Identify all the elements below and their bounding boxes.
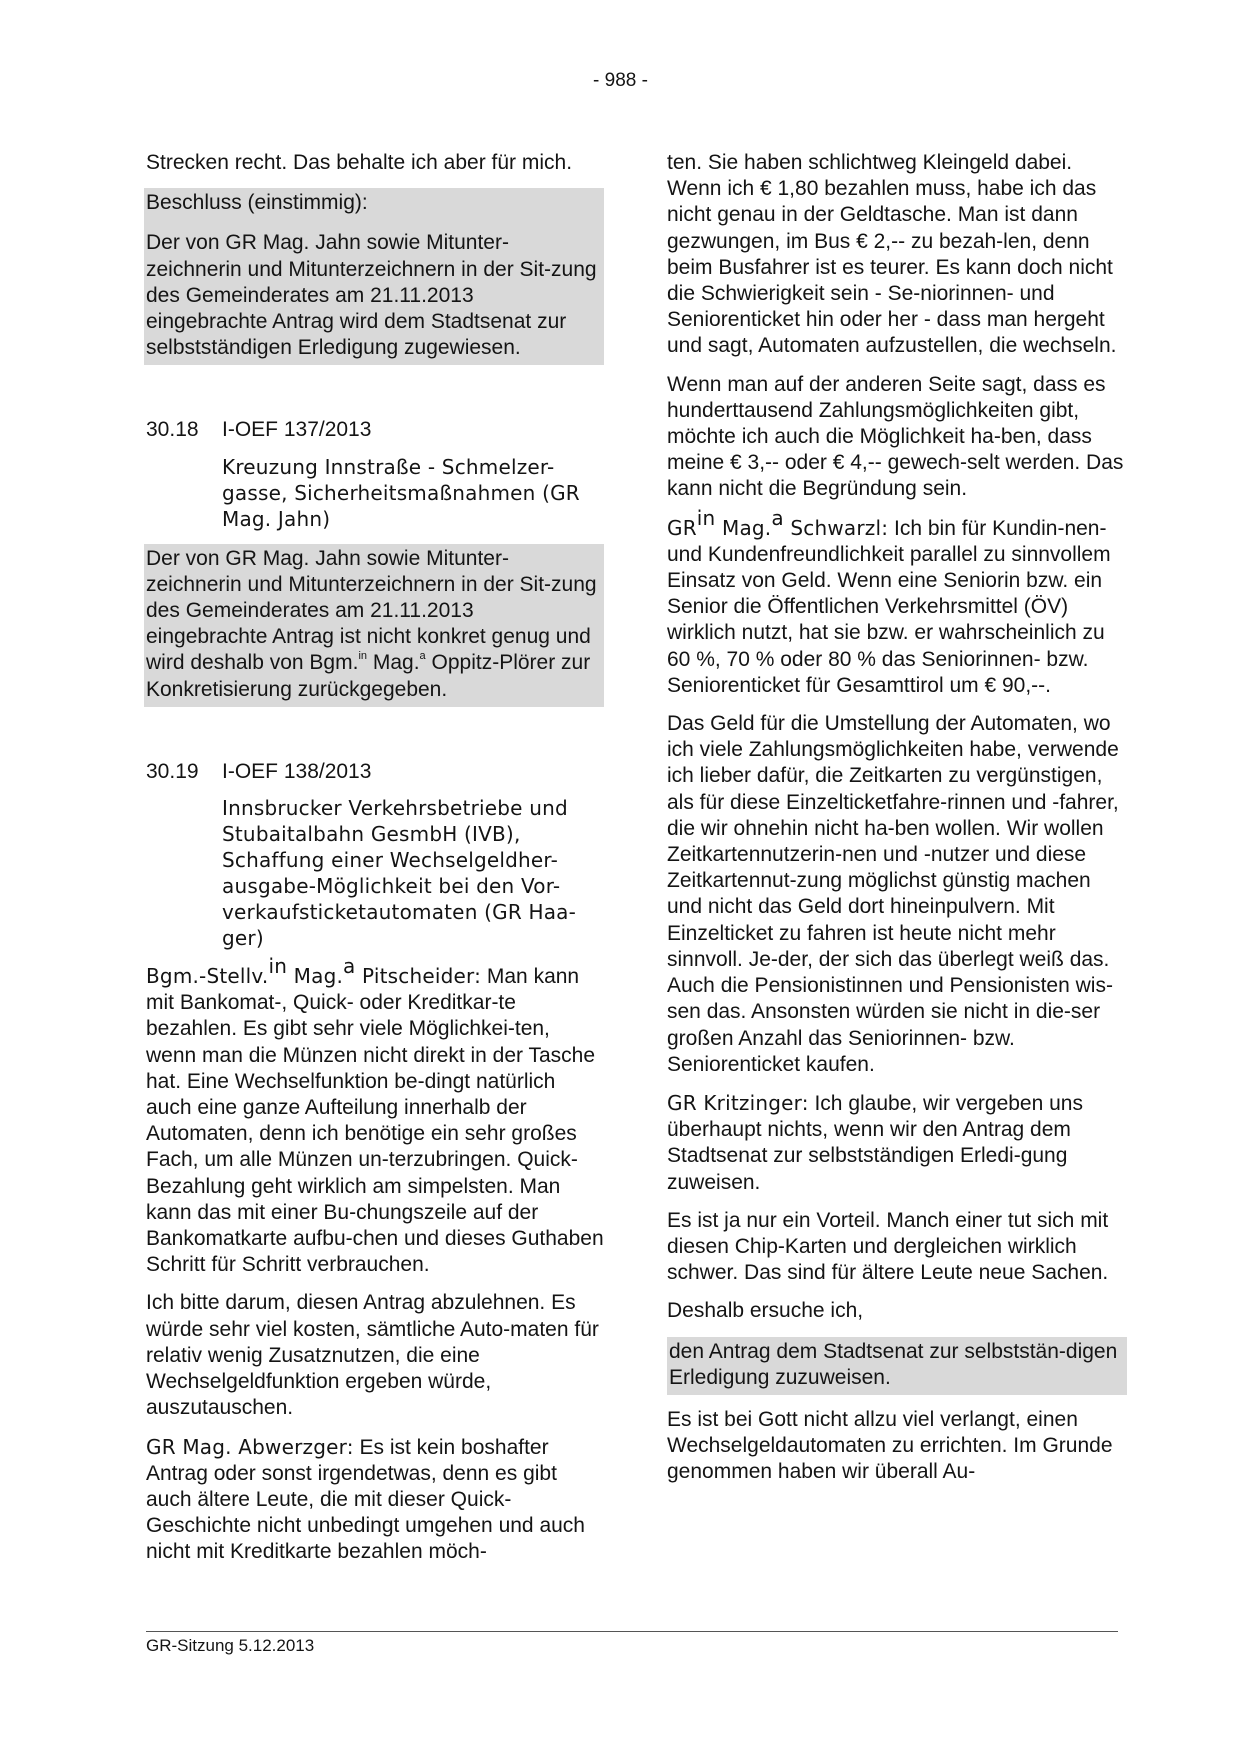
agenda-item-30-18 bbox=[146, 417, 604, 443]
speech-paragraph bbox=[667, 1090, 1127, 1196]
paragraph: Es ist ja nur ein Vorteil. Manch einer tut sich mit diesen Chip-Karten und dergleichen wirklich schwer. Das sind für ältere Leute neue Sachen. bbox=[667, 1208, 1109, 1285]
speaker-name: GR Mag. Abwerzger: bbox=[146, 1434, 354, 1459]
superscript: in bbox=[358, 650, 368, 663]
paragraph: ten. Sie haben schlichtweg Kleingeld dabei. Wenn ich € 1,80 bezahlen muss, habe ich das nicht genau in der Geldtasche. Man ist dann gezwungen, im Bus € 2,-- zu bezah-len, denn beim Busfahrer ist es teurer. Es kann doch nicht die Schwierigkeit sein - Se-niorinnen- und Seniorenticket hin oder her - dass man hergeht und sagt, Automaten aufzustellen, die wechseln. bbox=[667, 151, 1117, 358]
agenda-item-title: Kreuzung Innstraße - Schmelzer-gasse, Sicherheitsmaßnahmen (GR Mag. Jahn) bbox=[222, 454, 580, 531]
left-column bbox=[146, 150, 604, 1578]
agenda-item-number: 30.18 bbox=[146, 418, 199, 442]
agenda-item-number: 30.19 bbox=[146, 759, 199, 783]
page-number: - 988 - bbox=[593, 70, 648, 91]
resolution-text: Mag. bbox=[367, 651, 420, 675]
speaker-name: Schwarzl: bbox=[783, 515, 889, 540]
speaker-name: GR bbox=[667, 515, 697, 540]
speech-text: Ich glaube, wir vergeben uns überhaupt nichts, wenn wir den Antrag dem Stadtsenat zur selbstständigen Erledi-gung zuweisen. bbox=[667, 1091, 1083, 1194]
superscript: a bbox=[771, 505, 784, 530]
footer-divider bbox=[146, 1631, 1118, 1632]
paragraph: Wenn man auf der anderen Seite sagt, dass es hunderttausend Zahlungsmöglichkeiten gibt, möchte ich auch die Möglichkeit ha-ben, dass meine € 3,-- oder € 4,-- gewech-selt werden. Das kann nicht die Begründung sein. bbox=[667, 372, 1124, 501]
paragraph: Das Geld für die Umstellung der Automaten, wo ich viele Zahlungsmöglichkeiten habe, verwende ich lieber dafür, die Zeitkarten zu vergünstigen, als für diese Einzelticketfahre-rinnen und -fahrer, die wir ohnehin nicht ha-ben wollen. Wir wollen Zeitkartennutzerin-nen und -nutzer und diese Zeitkartennut-zung möglichst günstig machen und nicht das Geld dort hineinpulvern. Mit Einzelticket zu fahren ist heute nicht mehr sinnvoll. Je-der, der sich das überlegt weiß das. Auch die Pensionistinnen und Pensionisten wis-sen das. Ansonsten würden sie nicht in die-ser großen Anzahl das Seniorinnen- bzw. Seniorenticket kaufen. bbox=[667, 712, 1119, 1076]
superscript: in bbox=[268, 954, 288, 979]
resolution-text: Der von GR Mag. Jahn sowie Mitunter-zeichnerin und Mitunterzeichnern in der Sit-zung des Gemeinderates am 21.11.2013 eingebrachte Antrag ist nicht konkret genug und wird deshalb von Bgm. bbox=[146, 546, 597, 675]
speaker-name: Mag. bbox=[715, 515, 772, 540]
resolution-heading: Beschluss (einstimmig): bbox=[146, 191, 368, 215]
speech-text: Ich bin für Kundin-nen- und Kundenfreundlichkeit parallel zu sinnvollem Einsatz von Geld. Wenn eine Seniorin bzw. ein Senior die Öffentlichen Verkehrsmittel (ÖV) wirklich nutzt, hat sie bzw. er wahrscheinlich zu 60 %, 70 % oder 80 % das Seniorinnen- bzw. Seniorenticket für Gesamttirol um € 90,--. bbox=[667, 516, 1111, 697]
paragraph: Strecken recht. Das behalte ich aber für mich. bbox=[146, 151, 573, 174]
speaker-name: Bgm.-Stellv. bbox=[146, 964, 269, 989]
agenda-item-30-19 bbox=[146, 759, 604, 785]
paragraph: Es ist bei Gott nicht allzu viel verlangt, einen Wechselgeldautomaten zu errichten. Im Grunde genommen haben wir überall Au- bbox=[667, 1407, 1113, 1484]
superscript: in bbox=[696, 505, 716, 530]
speech-text: Es ist kein boshafter Antrag oder sonst irgendetwas, denn es gibt auch ältere Leute, die mit dieser Quick-Geschichte nicht unbedingt umgehen und auch nicht mit Kreditkarte bezahlen möch- bbox=[146, 1435, 585, 1564]
speech-paragraph bbox=[667, 505, 1127, 699]
speech-paragraph bbox=[146, 1434, 604, 1566]
speaker-name: Mag. bbox=[287, 964, 344, 989]
superscript: a bbox=[343, 954, 356, 979]
speaker-name: GR Kritzinger: bbox=[667, 1090, 809, 1115]
speaker-name: Pitscheider: bbox=[355, 964, 482, 989]
agenda-item-code: I-OEF 137/2013 bbox=[222, 418, 372, 442]
paragraph: Ich bitte darum, diesen Antrag abzulehnen. Es würde sehr viel kosten, sämtliche Auto-maten für relativ wenig Zusatznutzen, die eine Wechselgeldfunktion ergeben würde, auszutauschen. bbox=[146, 1291, 599, 1420]
motion-box: den Antrag dem Stadtsenat zur selbststän-digen Erledigung zuzuweisen. bbox=[667, 1337, 1127, 1395]
footer-text: GR-Sitzung 5.12.2013 bbox=[146, 1636, 315, 1655]
right-column bbox=[667, 150, 1127, 1498]
resolution-text: Der von GR Mag. Jahn sowie Mitunter-zeichnerin und Mitunterzeichnern in der Sit-zung des Gemeinderates am 21.11.2013 eingebrachte Antrag wird dem Stadtsenat zur selbstständigen Erledigung zugewiesen. bbox=[146, 231, 597, 360]
paragraph: Deshalb ersuche ich, bbox=[667, 1299, 864, 1323]
agenda-item-title: Innsbrucker Verkehrsbetriebe und Stubaitalbahn GesmbH (IVB), Schaffung einer Wechselgeldher-ausgabe-Möglichkeit bei den Vor-verkaufsticketautomaten (GR Haa-ger) bbox=[222, 796, 577, 951]
speech-text: Man kann mit Bankomat-, Quick- oder Kreditkar-te bezahlen. Es gibt sehr viele Möglichkei-ten, wenn man die Münzen nicht direkt in der Tasche hat. Eine Wechselfunktion be-dingt natürlich auch eine ganze Aufteilung innerhalb der Automaten, denn ich benötige ein sehr großes Fach, um alle Münzen un-terzubringen. Quick-Bezahlung geht wirklich am simpelsten. Man kann das mit einer Bu-chungszeile auf der Bankomatkarte aufbu-chen und dieses Guthaben Schritt für Schritt verbrauchen. bbox=[146, 965, 604, 1277]
resolution-box bbox=[144, 188, 604, 365]
resolution-text: Oppitz-Plörer zur Konkretisierung zurückgegeben. bbox=[146, 651, 591, 701]
agenda-item-code: I-OEF 138/2013 bbox=[222, 759, 372, 783]
speech-paragraph bbox=[146, 954, 604, 1278]
resolution-box bbox=[144, 544, 604, 707]
superscript: a bbox=[419, 650, 426, 663]
